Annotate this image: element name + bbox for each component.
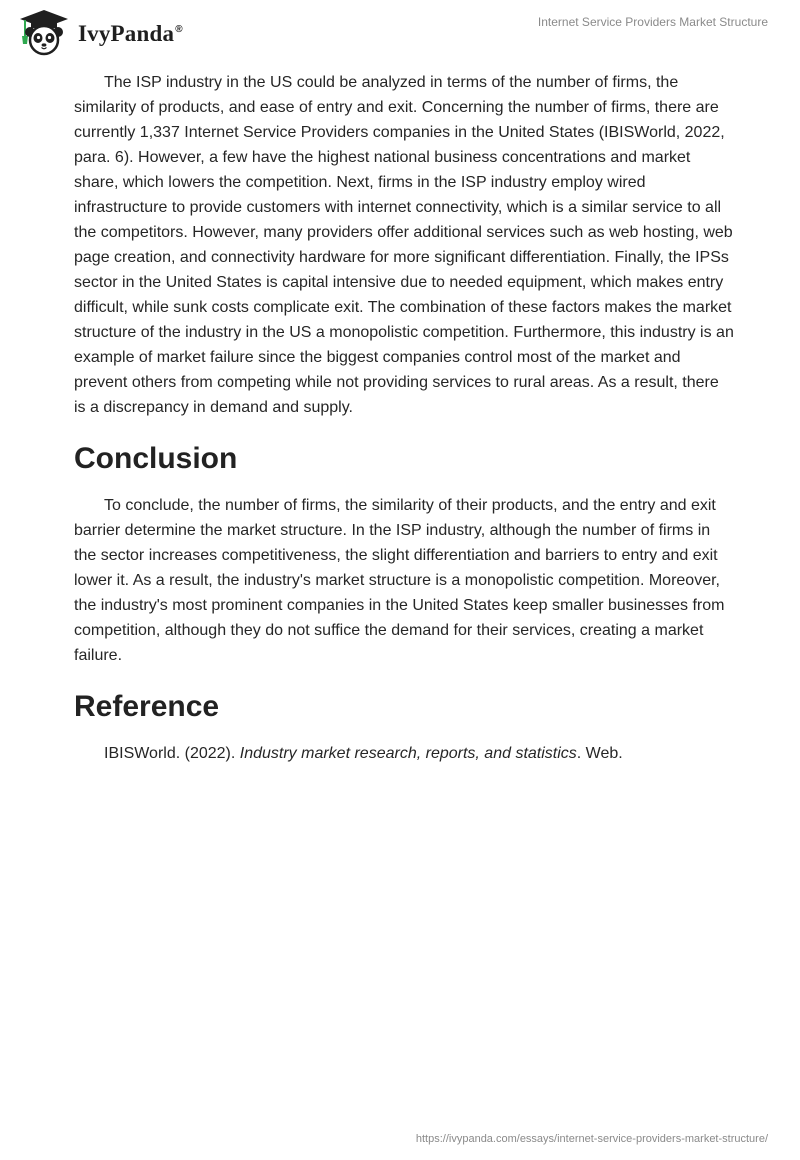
body-paragraph: The ISP industry in the US could be analyzed in terms of the number of firms, the similarity of products, and ease of entry and exit. Concerning the number of firms, there are currently 1,337 Internet Service Providers companies in the United States (IBISWorld, 2022, para. 6). However, a few have the highest national business concentrations and market share, which lowers the competition. Next, firms in the ISP industry employ wired infrastructure to provide customers with internet connectivity, which is a similar service to all the competitors. However, many providers offer additional services such as web hosting, web page creation, and connectivity hardware for more significant differentiation. Finally, the IPSs sector in the United States is capital intensive due to needed equipment, which makes entry difficult, while sunk costs complicate exit. The combination of these factors makes the market structure of the industry in the US a monopolistic competition. Furthermore, this industry is an example of market failure since the biggest companies control most of the market and prevent others from competing while not providing services to rural areas. As a result, there is a discrepancy in demand and supply.: [74, 74, 734, 416]
page-header: [0, 0, 800, 60]
panda-graduate-icon: [16, 8, 72, 56]
reference-suffix: . Web.: [576, 745, 623, 762]
registered-mark: ®: [175, 24, 183, 36]
reference-entry: [74, 741, 734, 766]
reference-author-year: IBISWorld. (2022).: [104, 745, 240, 762]
ivypanda-logo[interactable]: [16, 8, 183, 56]
logo-wordmark: IvyPanda®: [78, 21, 183, 46]
footer-url[interactable]: https://ivypanda.com/essays/internet-service-providers-market-structure/: [415, 1133, 768, 1145]
essay-content: [74, 70, 734, 766]
conclusion-paragraph: To conclude, the number of firms, the similarity of their products, and the entry and exit barrier determine the market structure. In the ISP industry, although the number of firms in the sector increases competitiveness, the slight differentiation and barriers to entry and exit lower it. As a result, the industry's market structure is a monopolistic competition. Moreover, the industry's most prominent companies in the United States keep smaller businesses from competition, although they do not suffice the demand for their services, creating a market failure.: [74, 497, 725, 664]
reference-title: Industry market research, reports, and statistics: [239, 745, 577, 762]
reference-heading: Reference: [74, 690, 220, 723]
document-title: Internet Service Providers Market Structure: [537, 15, 768, 29]
conclusion-heading: Conclusion: [74, 442, 238, 475]
